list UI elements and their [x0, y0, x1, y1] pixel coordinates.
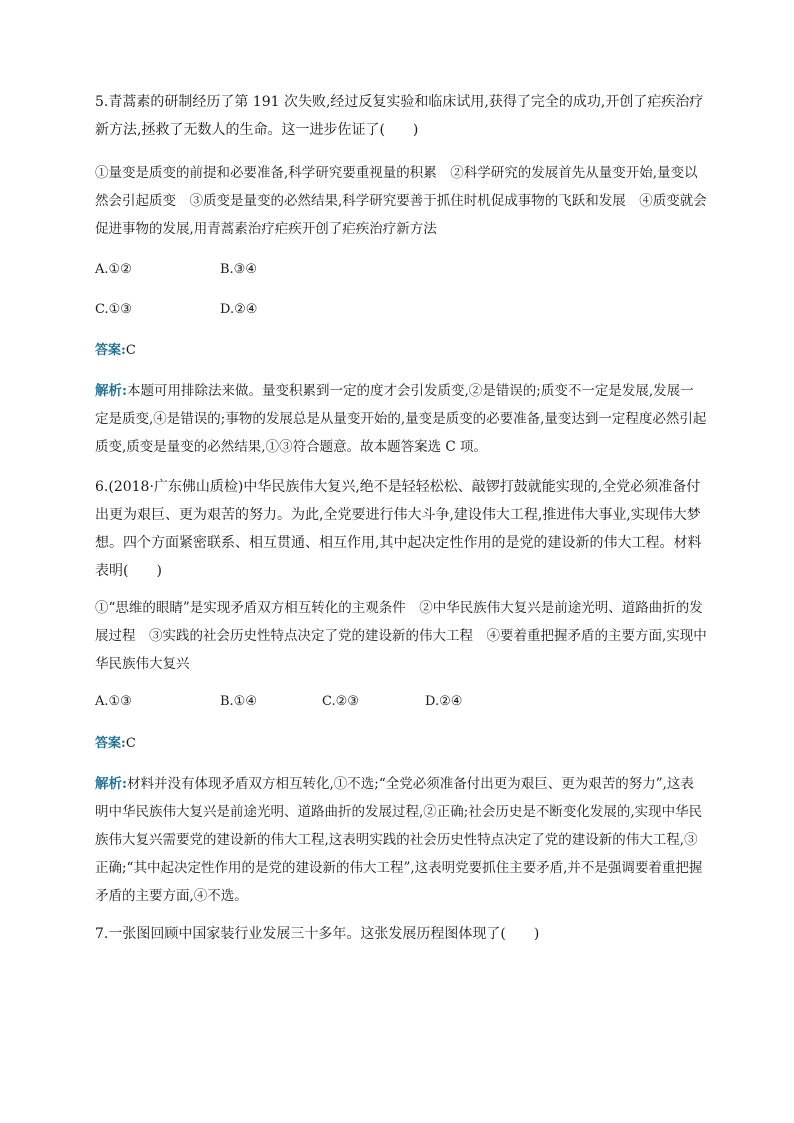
question-6-choice-a: A.①③: [95, 694, 132, 709]
question-6-stem: 6.(2018·广东佛山质检)中华民族伟大复兴,绝不是轻轻松松、敲锣打鼓就能实现的,全党必须准备付出更为艰巨、更为艰苦的努力。为此,全党要进行伟大斗争,建设伟大工程,推进伟大事业,实现伟大梦想。四个方面紧密联系、相互贯通、相互作用,其中起决定性作用的是党的建设新的伟大工程。材料表明( ): [95, 479, 702, 579]
question-6-choice-b: B.①④: [220, 694, 257, 709]
answer-label: 答案:: [95, 736, 126, 751]
answer-value: C: [125, 736, 136, 751]
explanation-label: 解析:: [95, 776, 127, 792]
answer-value: C: [125, 343, 136, 358]
explanation-text: 本题可用排除法来做。量变积累到一定的度才会引发质变,②是错误的;质变不一定是发展,发展一定是质变,④是错误的;事物的发展总是从量变开始的,量变是质变的必要准备,量变达到一定程度必然引起质变,质变是量变的必然结果,①③符合题意。故本题答案选 C 项。: [95, 383, 707, 455]
question-5-answer: [95, 341, 136, 361]
question-6-explanation: [95, 770, 707, 910]
question-6-choice-c: C.②③: [322, 694, 359, 709]
question-5-choice-a: A.①②: [95, 262, 132, 277]
question-5-choice-c: C.①③: [95, 302, 132, 317]
question-6-statements: ①“思维的眼睛”是实现矛盾双方相互转化的主观条件 ②中华民族伟大复兴是前途光明、道路曲折的发展过程 ③实践的社会历史性特点决定了党的建设新的伟大工程 ④要着重把握矛盾的主要方面,实现中华民族伟大复兴: [95, 600, 707, 672]
question-5-choice-b: B.③④: [220, 262, 257, 277]
answer-label: 答案:: [95, 343, 126, 358]
question-5-stem: 5.青蒿素的研制经历了第 191 次失败,经过反复实验和临床试用,获得了完全的成功,开创了疟疾治疗新方法,拯救了无数人的生命。这一进步佐证了( ): [95, 94, 704, 138]
question-7-stem: 7.一张图回顾中国家装行业发展三十多年。这张发展历程图体现了( ): [95, 926, 540, 942]
question-5-explanation: [95, 377, 707, 461]
question-6-answer: [95, 734, 136, 754]
question-5-statements: ①量变是质变的前提和必要准备,科学研究要重视量的积累 ②科学研究的发展首先从量变开始,量变以然会引起质变 ③质变是量变的必然结果,科学研究要善于抓住时机促成事物的飞跃和发展 ④质变就会促进事物的发展,用青蒿素治疗疟疾开创了疟疾治疗新方法: [95, 165, 707, 237]
explanation-text: 材料并没有体现矛盾双方相互转化,①不选;“全党必须准备付出更为艰巨、更为艰苦的努力”,这表明中华民族伟大复兴是前途光明、道路曲折的发展过程,②正确;社会历史是不断变化发展的,实现中华民族伟大复兴需要党的建设新的伟大工程,这表明实践的社会历史性特点决定了党的建设新的伟大工程,③正确;“其中起决定性作用的是党的建设新的伟大工程”,这表明党要抓住主要矛盾,并不是强调要着重把握矛盾的主要方面,④不选。: [95, 776, 703, 904]
question-5-choice-d: D.②④: [220, 302, 258, 317]
question-6-choice-d: D.②④: [425, 694, 463, 709]
explanation-label: 解析:: [95, 383, 127, 399]
